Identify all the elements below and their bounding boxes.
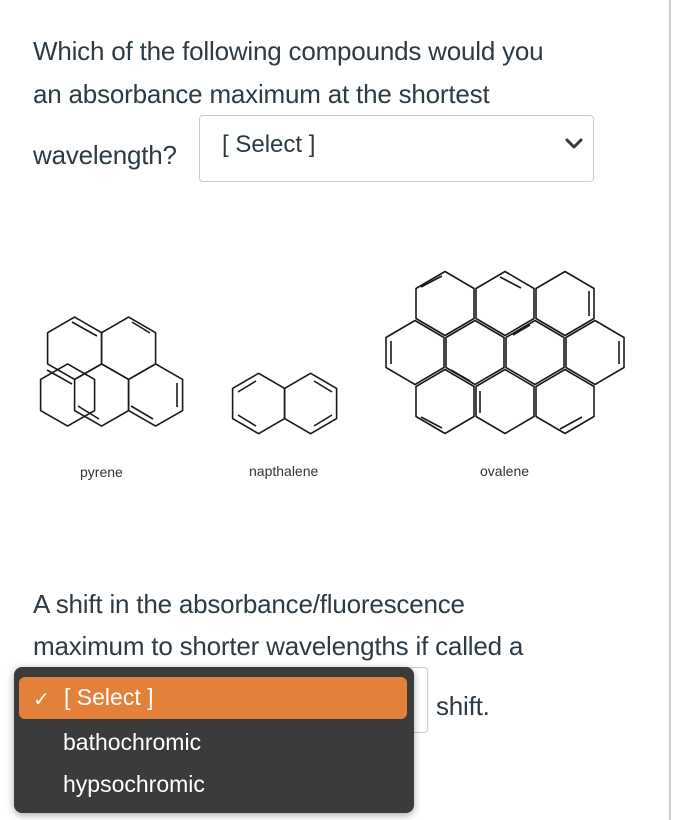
pyrene-structure <box>41 317 183 426</box>
dropdown-option-select[interactable] <box>19 677 407 719</box>
pyrene-label: pyrene <box>80 464 123 480</box>
dropdown-option-bathochromic[interactable]: bathochromic <box>63 729 202 755</box>
checkmark-icon: ✓ <box>33 689 50 711</box>
question1-line1: Which of the following compounds would you <box>33 36 544 66</box>
naphthalene-structure <box>233 373 337 433</box>
dropdown-option-select-label: [ Select ] <box>64 684 154 710</box>
question2-line2: maximum to shorter wavelengths if called a <box>33 631 524 661</box>
compound-select-value: [ Select ] <box>222 131 316 158</box>
ovalene-label: ovalene <box>480 463 530 479</box>
question1-line3: wavelength? <box>33 140 177 170</box>
ovalene-structure <box>386 272 624 434</box>
question2-after: shift. <box>436 691 490 721</box>
question1-line2: an absorbance maximum at the shortest <box>33 79 490 109</box>
naphthalene-label: napthalene <box>249 463 319 479</box>
dropdown-option-hypsochromic[interactable]: hypsochromic <box>63 771 205 797</box>
shift-dropdown-menu <box>14 667 414 813</box>
question2-line1: A shift in the absorbance/fluorescence <box>33 589 465 619</box>
